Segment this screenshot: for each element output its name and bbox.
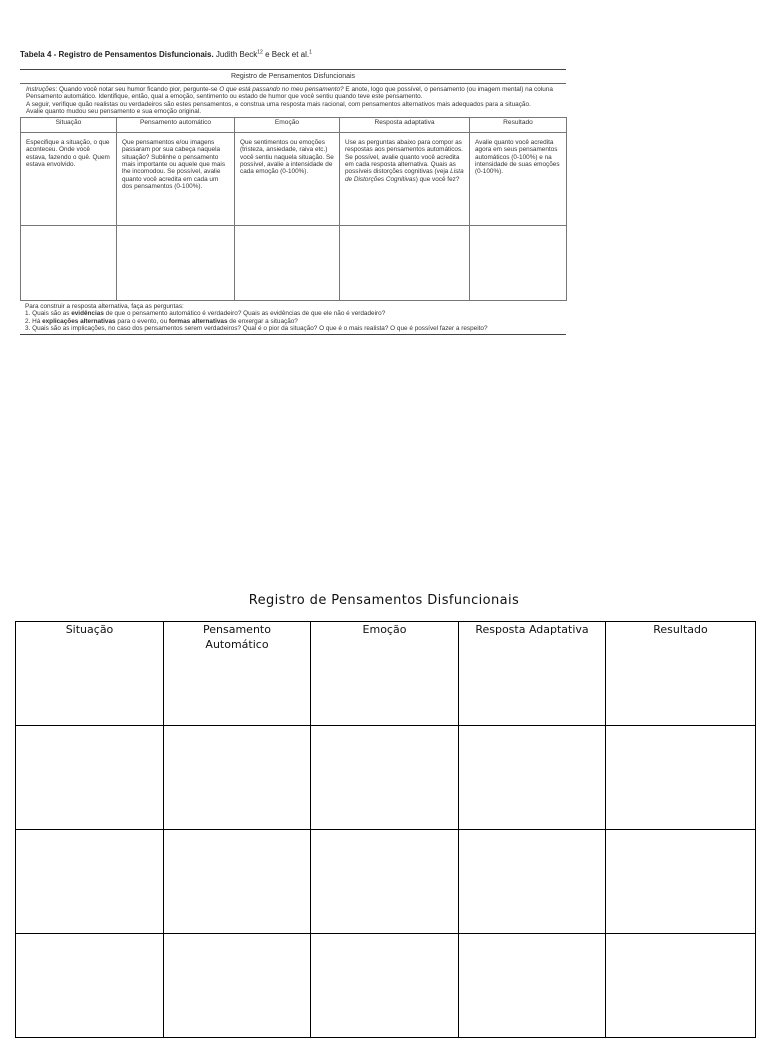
form-cell[interactable] [164, 726, 311, 830]
form-row [16, 726, 756, 830]
questions [20, 301, 566, 335]
form-col-pensamento[interactable] [164, 622, 311, 726]
reference-table [20, 117, 567, 301]
form-cell[interactable] [606, 726, 756, 830]
question-1 [25, 310, 560, 317]
desc-resposta-italic: Lista de Distorções Cognitivas [345, 168, 464, 183]
form-cell[interactable] [16, 830, 164, 934]
instructions-question: O que está passando no meu pensamento? [219, 86, 344, 93]
form-title: Registro de Pensamentos Disfuncionais [248, 593, 520, 608]
desc-emocao: Que sentimentos ou emoções (tristeza, ansiedade, raiva etc.) você sentiu naquela situação. Se possível, avalie a intensidade de cada emoção (0-100%). [235, 133, 340, 226]
instructions-label: Instruções [26, 86, 56, 93]
form-cell[interactable] [164, 830, 311, 934]
instructions-line-1 [26, 86, 561, 101]
table-caption [20, 50, 566, 60]
form-cell[interactable] [16, 726, 164, 830]
ref-empty-cell[interactable] [340, 226, 470, 301]
instructions-line-3: Avalie quanto mudou seu pensamento e sua emoção original. [26, 107, 202, 115]
caption-title: Tabela 4 - Registro de Pensamentos Disfuncionais. [20, 50, 214, 59]
form-col-resposta[interactable]: Resposta Adaptativa [459, 622, 606, 726]
form-col-resultado[interactable]: Resultado [606, 622, 756, 726]
caption-author-b: e Beck et al. [265, 50, 310, 59]
form-cell[interactable] [311, 934, 459, 1038]
desc-resposta-text: Use as perguntas abaixo para compor as respostas aos pensamentos automáticos. Se possível, avalie quanto você acredita em cada resposta alternativa. Quais as possíveis distorções cognitivas (veja [345, 139, 463, 176]
caption-ref-b: 1 [309, 49, 312, 56]
reference-table-section [20, 50, 566, 335]
desc-resposta-end: ) que você fez? [415, 175, 460, 183]
form-header-row [16, 622, 756, 726]
form-col-pensamento-label: Pensamento Automático [203, 623, 271, 651]
reference-description-row [21, 133, 567, 226]
ref-col-pensamento: Pensamento automático [117, 118, 235, 133]
form-cell[interactable] [606, 830, 756, 934]
q2-text-e: de enxergar a situação? [227, 317, 298, 325]
q1-text-a: 1. Quais são as [25, 310, 72, 318]
thought-record-form [15, 621, 756, 1038]
form-cell[interactable] [311, 830, 459, 934]
ref-col-emocao: Emoção [235, 118, 340, 133]
form-cell[interactable] [606, 934, 756, 1038]
ref-empty-cell[interactable] [470, 226, 567, 301]
question-2 [25, 318, 560, 325]
reference-empty-row [21, 226, 567, 301]
form-cell[interactable] [16, 934, 164, 1038]
ref-col-resposta: Resposta adaptativa [340, 118, 470, 133]
ref-empty-cell[interactable] [235, 226, 340, 301]
desc-situacao: Especifique a situação, o que aconteceu. Onde você estava, fazendo o quê. Quem estava envolvido. [21, 133, 117, 226]
ref-empty-cell[interactable] [117, 226, 235, 301]
instructions [20, 84, 566, 117]
form-row [16, 830, 756, 934]
ref-col-resultado: Resultado [470, 118, 567, 133]
form-row [16, 934, 756, 1038]
instructions-line-2: A seguir, verifique quão realistas ou verdadeiros são estes pensamentos, e construa uma resposta mais racional, com pensamentos alternativos mais adequados para a situação. [26, 100, 531, 108]
desc-resposta [340, 133, 470, 226]
desc-pensamento: Que pensamentos e/ou imagens passaram por sua cabeça naquela situação? Sublinhe o pensamento mais importante ou aquele que mais lhe incomodou. Se possível, avalie quanto você acredita em cada um dos pensamentos (0-100%). [117, 133, 235, 226]
caption-ref-a: 12 [257, 49, 263, 56]
reference-header-row [21, 118, 567, 133]
instructions-text-1: : Quando você notar seu humor ficando pior, pergunte-se [55, 86, 220, 93]
form-cell[interactable] [459, 726, 606, 830]
ref-col-situacao: Situação [21, 118, 117, 133]
q2-bold-b: formas alternativas [168, 317, 228, 325]
q2-bold-a: explicações alternativas [42, 317, 116, 325]
desc-resultado: Avalie quanto você acredita agora em seus pensamentos automáticos (0-100%) e na intensidade de suas emoções (0-100%). [470, 133, 567, 226]
form-cell[interactable] [164, 934, 311, 1038]
form-cell[interactable] [459, 934, 606, 1038]
q1-text-c: de que o pensamento automático é verdadeiro? Quais as evidências de que ele não é verdadeiro? [103, 310, 386, 318]
caption-author: Judith Beck [215, 50, 258, 59]
q2-text-a: 2. Há [25, 317, 43, 325]
questions-intro: Para construir a resposta alternativa, faça as perguntas: [25, 303, 184, 311]
form-col-situacao[interactable]: Situação [16, 622, 164, 726]
form-col-emocao[interactable]: Emoção [311, 622, 459, 726]
reference-heading: Registro de Pensamentos Disfuncionais [20, 70, 566, 84]
q2-text-c: para o evento, ou [115, 317, 169, 325]
q1-bold: evidências [71, 310, 104, 318]
ref-empty-cell[interactable] [21, 226, 117, 301]
instructions-text-2: E anote, logo que possível, o pensamento (ou imagem mental) na coluna Pensamento automático. Identifique, então, qual a emoção, sentimento ou estado de humor que você sentiu quando teve este pensamento. [26, 86, 553, 101]
form-cell[interactable] [311, 726, 459, 830]
question-3: 3. Quais são as implicações, no caso dos pensamentos serem verdadeiros? Qual é o pior da situação? O que é o mais realista? O que é possível fazer a respeito? [25, 325, 488, 333]
form-cell[interactable] [459, 830, 606, 934]
